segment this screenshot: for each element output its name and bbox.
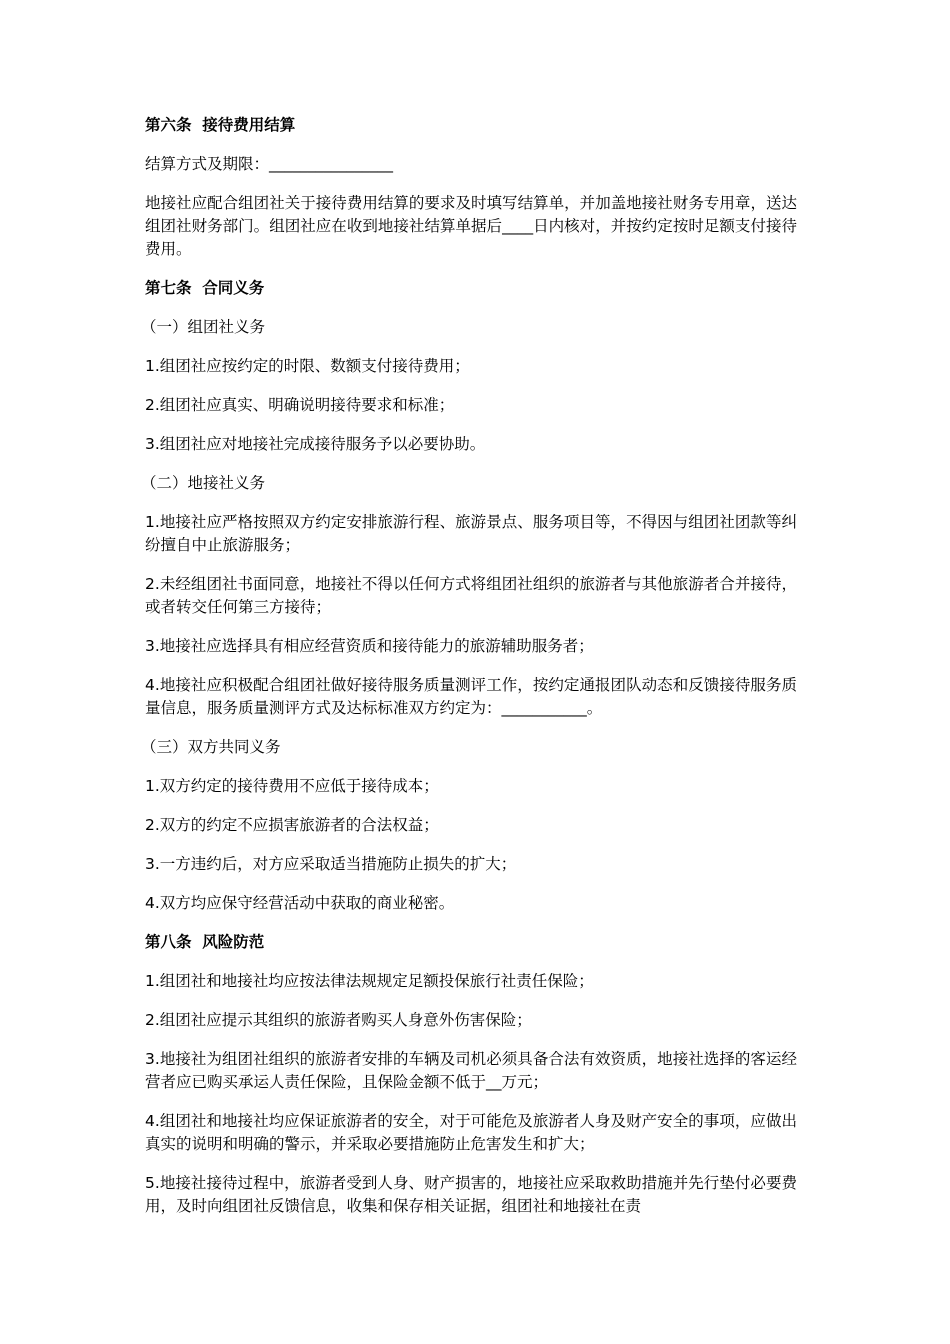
settlement-paragraph: 地接社应配合组团社关于接待费用结算的要求及时填写结算单，并加盖地接社财务专用章，送达组团社财务部门。组团社应在收到地接社结算单据后____日内核对，并按约定按时足额支付接待费用。 bbox=[145, 194, 797, 258]
local-obligation-1: 1.地接社应严格按照双方约定安排旅游行程、旅游景点、服务项目等，不得因与组团社团款等纠纷擅自中止旅游服务； bbox=[145, 513, 797, 554]
local-obligation-3: 3.地接社应选择具有相应经营资质和接待能力的旅游辅助服务者； bbox=[145, 637, 594, 655]
document-page bbox=[141, 114, 797, 1234]
risk-item-3: 3.地接社为组团社组织的旅游者安排的车辆及司机必须具备合法有效资质，地接社选择的客运经营者应已购买承运人责任保险，且保险金额不低于__万元； bbox=[145, 1050, 797, 1091]
subheading-organizer-obligations: （一）组团社义务 bbox=[141, 318, 266, 336]
organizer-obligation-2: 2.组团社应真实、明确说明接待要求和标准； bbox=[145, 396, 455, 414]
local-obligation-2: 2.未经组团社书面同意，地接社不得以任何方式将组团社组织的旅游者与其他旅游者合并接待，或者转交任何第三方接待； bbox=[145, 575, 797, 616]
subheading-local-agency-obligations: （二）地接社义务 bbox=[141, 474, 266, 492]
joint-obligation-2: 2.双方的约定不应损害旅游者的合法权益； bbox=[145, 816, 439, 834]
joint-obligation-3: 3.一方违约后，对方应采取适当措施防止损失的扩大； bbox=[145, 855, 517, 873]
section-heading-7: 第七条 合同义务 bbox=[145, 279, 265, 297]
risk-item-1: 1.组团社和地接社均应按法律法规规定足额投保旅行社责任保险； bbox=[145, 972, 594, 990]
organizer-obligation-1: 1.组团社应按约定的时限、数额支付接待费用； bbox=[145, 357, 470, 375]
local-obligation-4: 4.地接社应积极配合组团社做好接待服务质量测评工作，按约定通报团队动态和反馈接待服务质量信息，服务质量测评方式及达标标准双方约定为：___________。 bbox=[145, 676, 797, 717]
subheading-joint-obligations: （三）双方共同义务 bbox=[141, 738, 281, 756]
organizer-obligation-3: 3.组团社应对地接社完成接待服务予以必要协助。 bbox=[145, 435, 486, 453]
joint-obligation-4: 4.双方均应保守经营活动中获取的商业秘密。 bbox=[145, 894, 455, 912]
section-heading-6: 第六条 接待费用结算 bbox=[145, 116, 296, 134]
settlement-method-line: 结算方式及期限：________________ bbox=[145, 155, 394, 173]
joint-obligation-1: 1.双方约定的接待费用不应低于接待成本； bbox=[145, 777, 439, 795]
risk-item-5: 5.地接社接待过程中，旅游者受到人身、财产损害的，地接社应采取救助措施并先行垫付必要费用，及时向组团社反馈信息，收集和保存相关证据，组团社和地接社在责 bbox=[145, 1174, 797, 1215]
section-heading-8: 第八条 风险防范 bbox=[145, 933, 265, 951]
risk-item-4: 4.组团社和地接社均应保证旅游者的安全，对于可能危及旅游者人身及财产安全的事项，应做出真实的说明和明确的警示，并采取必要措施防止危害发生和扩大； bbox=[145, 1112, 797, 1153]
risk-item-2: 2.组团社应提示其组织的旅游者购买人身意外伤害保险； bbox=[145, 1011, 532, 1029]
